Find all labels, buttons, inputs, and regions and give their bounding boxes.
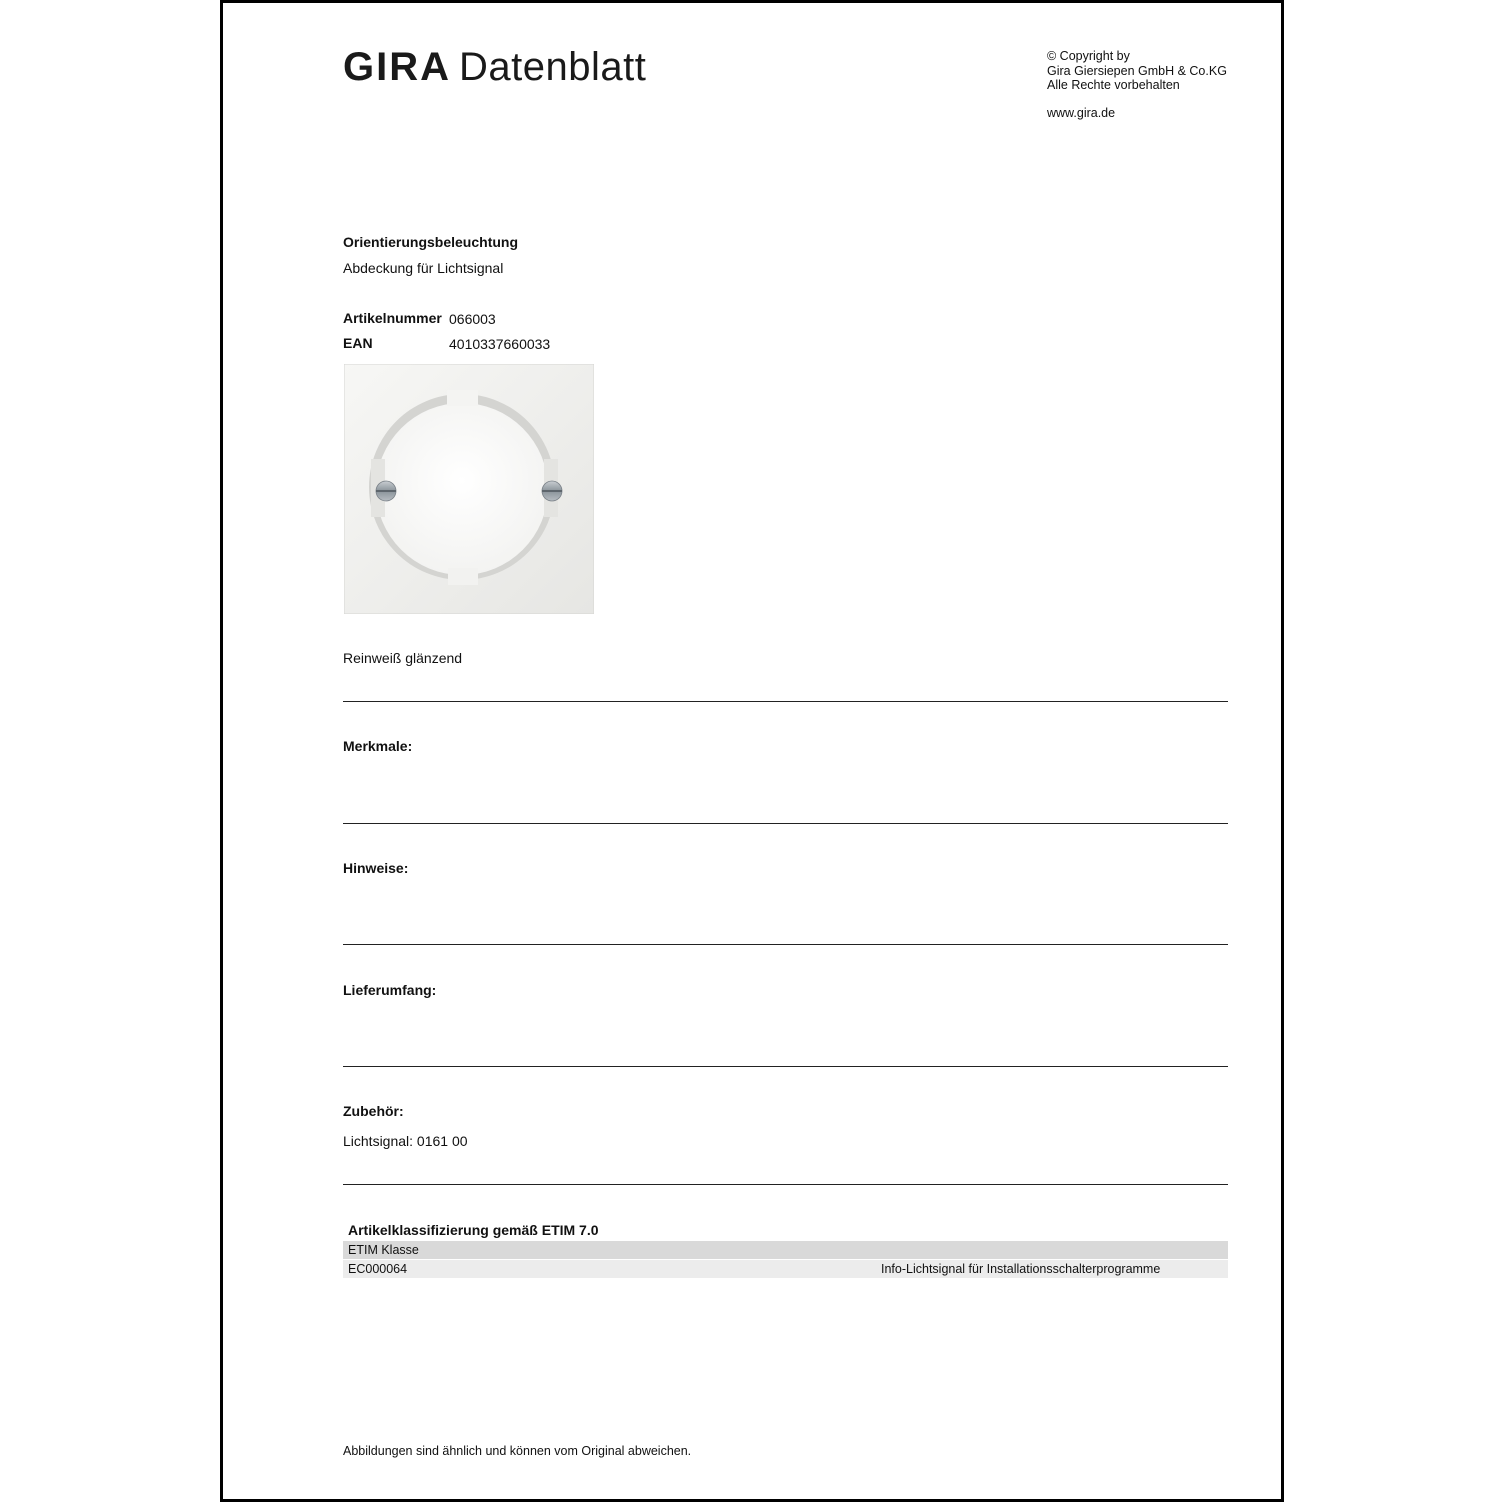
article-number-label: Artikelnummer — [343, 310, 442, 326]
product-subtitle: Abdeckung für Lichtsignal — [343, 260, 504, 276]
divider — [343, 823, 1228, 824]
ean-label: EAN — [343, 335, 373, 351]
gira-logo — [343, 44, 646, 90]
product-color: Reinweiß glänzend — [343, 650, 463, 666]
scope-label: Lieferumfang: — [343, 982, 437, 998]
divider — [343, 1066, 1228, 1067]
copyright-line: Gira Giersiepen GmbH & Co.KG — [1047, 63, 1227, 78]
divider — [343, 1184, 1228, 1185]
copyright-line: © Copyright by — [1047, 49, 1130, 63]
etim-description: Info-Lichtsignal für Installationsschalterprogramme — [881, 1262, 1161, 1276]
divider — [343, 701, 1228, 702]
notes-label: Hinweise: — [343, 860, 409, 876]
footer-note: Abbildungen sind ähnlich und können vom Original abweichen. — [343, 1444, 692, 1458]
etim-code: EC000064 — [348, 1262, 408, 1276]
copyright-block — [1047, 49, 1227, 93]
etim-header-label: ETIM Klasse — [348, 1243, 419, 1257]
brand-name: GIRA — [343, 45, 451, 89]
copyright-line: Alle Rechte vorbehalten — [1047, 78, 1180, 92]
article-number-value: 066003 — [449, 311, 496, 327]
website-link[interactable]: www.gira.de — [1047, 106, 1116, 120]
divider — [343, 944, 1228, 945]
ean-value: 4010337660033 — [449, 336, 551, 352]
doc-type: Datenblatt — [459, 45, 647, 89]
table-row — [343, 1260, 1228, 1278]
accessories-value: Lichtsignal: 0161 00 — [343, 1133, 468, 1149]
etim-title: Artikelklassifizierung gemäß ETIM 7.0 — [348, 1222, 599, 1238]
product-title: Orientierungsbeleuchtung — [343, 234, 519, 250]
product-image — [344, 364, 594, 614]
accessories-label: Zubehör: — [343, 1103, 404, 1119]
features-label: Merkmale: — [343, 738, 413, 754]
etim-table-header — [343, 1241, 1228, 1259]
